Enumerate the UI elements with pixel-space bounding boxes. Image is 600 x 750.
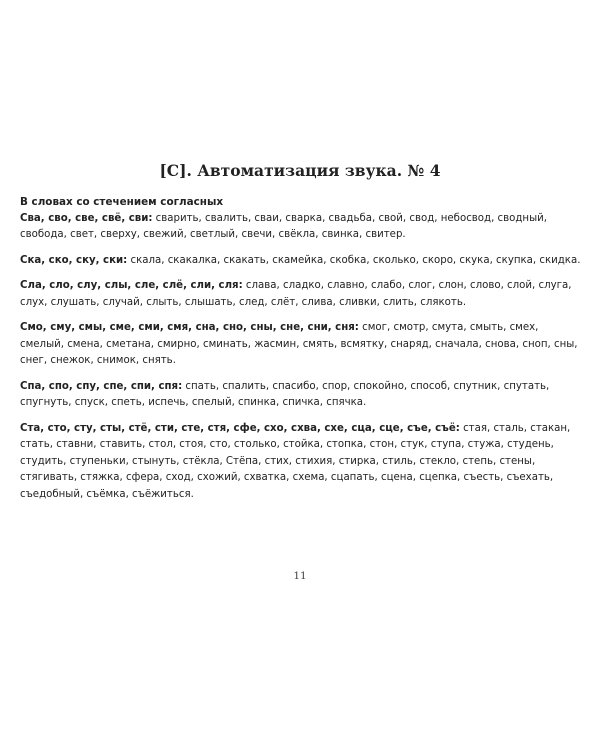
syllable-group-label: Спа, спо, спу, спе, спи, спя: xyxy=(20,380,183,392)
syllable-group-label: Ста, сто, сту, сты, стё, сти, сте, стя, сфе, схо, схва, схе, сца, сце, съе, съё: xyxy=(20,422,460,434)
syllable-group-words: слава, сладко, славно, слабо, слог, слон, слово, слой, слуга, слух, слушать, случай, слыть, слышать, след, слёт, слива, сливки, слить, слякоть. xyxy=(20,280,572,308)
syllable-group-label: Сва, сво, све, свё, сви: xyxy=(20,212,153,224)
syllable-group-spa xyxy=(20,379,585,412)
syllable-group-label: Смо, сму, смы, сме, сми, смя, сна, сно, сны, сне, сни, сня: xyxy=(20,322,359,333)
section-heading: В словах со стечением согласных xyxy=(20,196,224,208)
syllable-group-ska xyxy=(20,253,585,270)
syllable-group-smo xyxy=(20,320,585,370)
syllable-group-words: спать, спалить, спасибо, спор, спокойно, способ, спутник, спутать, спугнуть, спуск, спеть, испечь, спелый, спинка, спичка, спячка. xyxy=(20,380,550,408)
exercise-content xyxy=(20,194,585,512)
syllable-group-label: Ска, ско, ску, ски: xyxy=(20,254,128,266)
syllable-group-words: сварить, свалить, сваи, сварка, свадьба, свой, свод, небосвод, сводный, свобода, свет, сверху, свежий, светлый, свечи, свёкла, свинка, свитер. xyxy=(20,212,547,240)
syllable-group-sva xyxy=(20,211,585,244)
syllable-group-sla xyxy=(20,278,585,311)
syllable-group-sta xyxy=(20,421,585,504)
page-title: [С]. Автоматизация звука. № 4 xyxy=(159,161,441,180)
syllable-group-words: скала, скакалка, скакать, скамейка, скобка, сколько, скоро, скука, скупка, скидка. xyxy=(127,254,581,266)
syllable-group-words: стая, сталь, стакан, стать, ставни, ставить, стол, стоя, сто, столько, стойка, стопка, стон, стук, ступа, стужа, студень, студить, ступеньки, стынуть, стёкла, Стёпа, стих, стихия, стирка, стиль, стекло, степь, стены, стягивать, стяжка, сфера, сход, схожий, схватка, схема, сцапать, сцена, сцепка, съесть, съехать, съедобный, съёмка, съёжиться. xyxy=(20,422,571,500)
syllable-group-label: Сла, сло, слу, слы, сле, слё, сли, сля: xyxy=(20,280,243,291)
page-number: 11 xyxy=(293,570,307,582)
syllable-group-words: смог, смотр, смута, смыть, смех, смелый, смена, сметана, смирно, сминать, жасмин, смять, всмятку, снаряд, сначала, снова, сноп, сны, снег, снежок, снимок, снять. xyxy=(20,322,578,366)
